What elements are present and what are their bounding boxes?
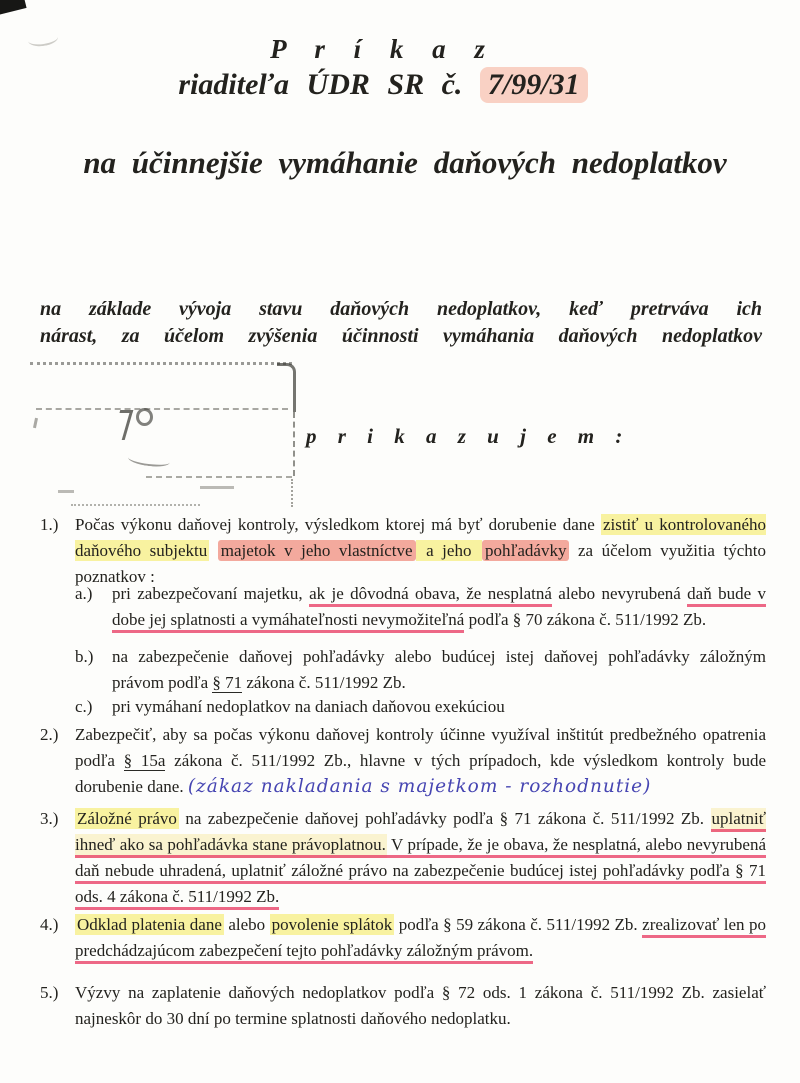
order-item-4 xyxy=(40,912,766,964)
subitem-text: pri zabezpečovaní majetku, ak je dôvodná obava, že nesplatná alebo nevyrubená daň bude v dobe jej splatnosti a vymáhateľnosti nevymožiteľná podľa § 70 zákona č. 511/1992 Zb. xyxy=(112,581,766,633)
order-item-1c xyxy=(75,694,766,720)
stamp-edge xyxy=(277,363,296,412)
order-item-5 xyxy=(40,980,766,1032)
order-item-1 xyxy=(40,512,766,590)
document-subtitle: na účinnejšie vymáhanie daňových nedoplatkov xyxy=(83,145,727,180)
order-item-3 xyxy=(40,806,766,910)
item-text: Odklad platenia dane alebo povolenie splátok podľa § 59 zákona č. 511/1992 Zb. zrealizovať len po predchádzajúcom zabezpečení tejto pohľadávky záložným právom. xyxy=(75,912,766,964)
item-number: 3.) xyxy=(40,809,59,828)
stamp-edge xyxy=(30,362,292,365)
stamp-mark xyxy=(136,408,153,426)
subitem-text: pri vymáhaní nedoplatkov na daniach daňovou exekúciou xyxy=(112,697,505,716)
item-number: 5.) xyxy=(40,983,59,1002)
stamp-mark xyxy=(33,418,38,428)
item-text: Počas výkonu daňovej kontroly, výsledkom ktorej má byť dorubenie dane zistiť u kontrolovaného daňového subjektu majetok v jeho vlastníctve a jeho pohľadávky za účelom využitia týchto poznatkov : xyxy=(75,515,766,586)
stamp-edge xyxy=(291,479,293,507)
order-item-2 xyxy=(40,722,766,800)
scan-corner-artifact xyxy=(0,0,27,16)
item-number: 4.) xyxy=(40,915,59,934)
subitem-letter: a.) xyxy=(75,584,93,603)
item-number: 2.) xyxy=(40,725,59,744)
stamp-mark xyxy=(200,486,234,489)
stamp-edge xyxy=(71,504,200,506)
subitem-letter: b.) xyxy=(75,647,94,666)
subitem-text: na zabezpečenie daňovej pohľadávky alebo budúcej istej daňovej pohľadávky záložným právom podľa § 71 zákona č. 511/1992 Zb. xyxy=(112,647,766,692)
item-text: Zabezpečiť, aby sa počas výkonu daňovej kontroly účinne využíval inštitút predbežného opatrenia podľa § 15a zákona č. 511/1992 Zb., hlavne v tých prípadoch, kde výsledkom kontroly bude dorubenie dane. (zákaz nakladania s majetkom - rozhodnutie) xyxy=(75,725,767,797)
stamp-edge xyxy=(146,476,292,478)
stamp-mark xyxy=(58,490,74,493)
item-number: 1.) xyxy=(40,515,59,534)
item-text: Výzvy na zaplatenie daňových nedoplatkov podľa § 72 ods. 1 zákona č. 511/1992 Zb. zasielať najneskôr do 30 dní po termine splatnosti daňového nedoplatku. xyxy=(75,983,766,1028)
stamp-edge xyxy=(36,408,288,410)
stamp-mark xyxy=(112,410,134,440)
faded-stamp xyxy=(28,362,296,508)
item-text: Záložné právo na zabezpečenie daňovej pohľadávky podľa § 71 zákona č. 511/1992 Zb. uplatniť ihneď ako sa pohľadávka stane právoplatnou. V prípade, že je obava, že nesplatná, alebo nevyrubená daň nebude uhradená, uplatniť záložné právo na zabezpečenie budúcej istej pohľadávky podľa § 71 ods. 4 zákona č. 511/1992 Zb. xyxy=(75,806,766,910)
intro-line-1: na základe vývoja stavu daňových nedoplatkov, keď pretrváva ich xyxy=(40,298,762,320)
stamp-mark xyxy=(127,451,170,468)
order-item-1a xyxy=(75,581,766,633)
intro-line-2: nárast, za účelom zvýšenia účinnosti vymáhania daňových nedoplatkov xyxy=(40,325,762,347)
title-director-number: riaditeľa ÚDR SR č. 7/99/31 xyxy=(0,68,766,102)
stamp-edge xyxy=(293,412,295,476)
order-item-1b xyxy=(75,644,766,696)
subitem-letter: c.) xyxy=(75,697,93,716)
intro-paragraph xyxy=(40,296,762,350)
title-word-prikaz: P r í k a z xyxy=(270,34,496,64)
document-title xyxy=(0,34,766,102)
command-word-prikazujem: p r i k a z u j e m : xyxy=(306,424,631,448)
